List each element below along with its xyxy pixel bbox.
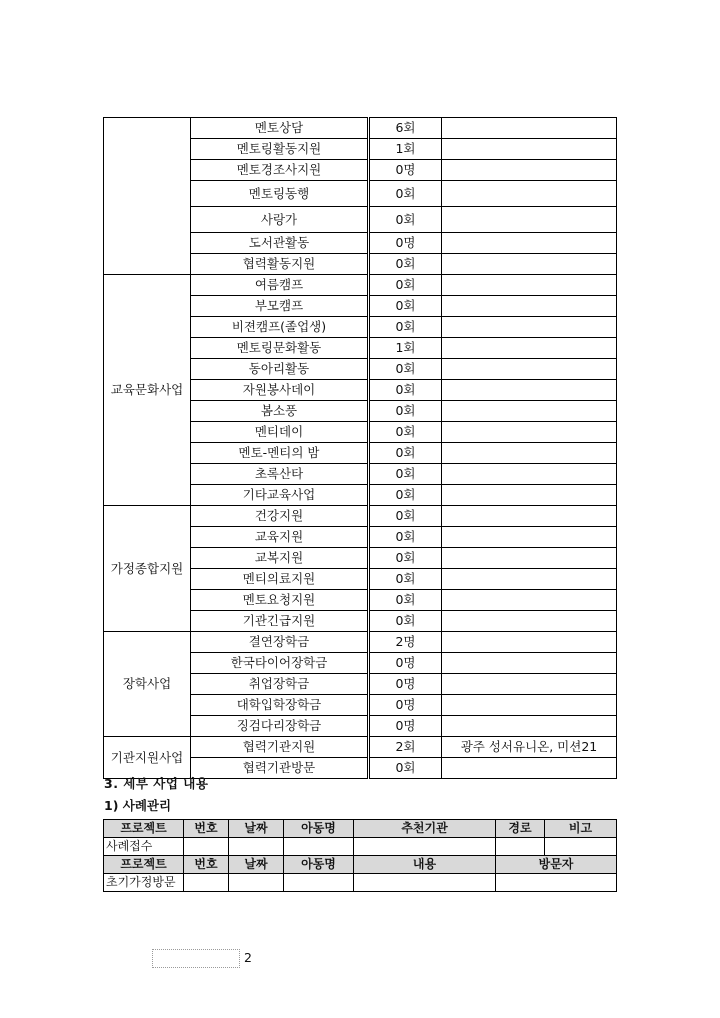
case-header-row-1 [104,820,617,838]
program-name-cell: 한국타이어장학금 [191,653,369,674]
program-count-cell: 0회 [369,611,442,632]
program-name-cell: 멘토경조사지원 [191,160,369,181]
cell [354,874,496,892]
header-project: 프로젝트 [104,820,184,838]
header-child-name-2: 아동명 [284,856,354,874]
program-count-cell: 0명 [369,653,442,674]
program-note-cell: 광주 성서유니온, 미션21 [442,737,617,758]
program-note-cell [442,139,617,160]
program-name-cell: 멘토상담 [191,118,369,139]
subsection-title: 1) 사례관리 [104,798,172,813]
program-note-cell [442,422,617,443]
program-count-cell: 0회 [369,569,442,590]
program-row [104,506,617,527]
program-note-cell [442,181,617,207]
cell [284,838,354,856]
program-count-cell: 0명 [369,233,442,254]
cell [184,838,229,856]
program-name-cell: 멘토링문화활동 [191,338,369,359]
program-count-cell: 0회 [369,181,442,207]
program-count-cell: 0회 [369,275,442,296]
program-count-cell: 0회 [369,296,442,317]
program-note-cell [442,590,617,611]
program-note-cell [442,233,617,254]
program-name-cell: 비젼캠프(졸업생) [191,317,369,338]
program-name-cell: 자원봉사데이 [191,380,369,401]
cell [184,874,229,892]
program-count-cell: 0회 [369,758,442,779]
program-name-cell: 징검다리장학금 [191,716,369,737]
program-name-cell: 취업장학금 [191,674,369,695]
program-name-cell: 협력기관방문 [191,758,369,779]
program-note-cell [442,160,617,181]
cell [545,838,617,856]
program-row [104,275,617,296]
program-count-cell: 0회 [369,443,442,464]
program-name-cell: 멘토요청지원 [191,590,369,611]
program-row [104,118,617,139]
program-count-cell: 0회 [369,359,442,380]
program-name-cell: 기관긴급지원 [191,611,369,632]
cell [354,838,496,856]
program-name-cell: 동아리활동 [191,359,369,380]
header-visitor: 방문자 [496,856,617,874]
cell [229,874,284,892]
program-note-cell [442,359,617,380]
section-title: 3. 세부 사업 내용 [104,776,209,791]
program-note-cell [442,380,617,401]
program-note-cell [442,401,617,422]
header-number: 번호 [184,820,229,838]
header-route: 경로 [496,820,545,838]
program-name-cell: 도서관활동 [191,233,369,254]
program-name-cell: 건강지원 [191,506,369,527]
header-referral-agency: 추천기관 [354,820,496,838]
program-count-cell: 0회 [369,590,442,611]
program-note-cell [442,653,617,674]
header-child-name: 아동명 [284,820,354,838]
program-note-cell [442,254,617,275]
program-note-cell [442,207,617,233]
program-name-cell: 멘티의료지원 [191,569,369,590]
program-name-cell: 멘토링활동지원 [191,139,369,160]
program-note-cell [442,527,617,548]
program-note-cell [442,464,617,485]
header-content: 내용 [354,856,496,874]
header-date: 날짜 [229,820,284,838]
program-count-cell: 0회 [369,548,442,569]
program-name-cell: 교복지원 [191,548,369,569]
program-count-cell: 0회 [369,422,442,443]
program-count-cell: 0회 [369,485,442,506]
program-count-cell: 0회 [369,254,442,275]
program-note-cell [442,506,617,527]
category-cell: 기관지원사업 [104,737,191,779]
program-note-cell [442,485,617,506]
program-note-cell [442,611,617,632]
program-count-cell: 0회 [369,207,442,233]
program-note-cell [442,569,617,590]
program-name-cell: 대학입학장학금 [191,695,369,716]
header-date-2: 날짜 [229,856,284,874]
cell [496,874,617,892]
category-cell: 가정종합지원 [104,506,191,632]
program-count-cell: 6회 [369,118,442,139]
category-cell: 장학사업 [104,632,191,737]
program-name-cell: 사랑가 [191,207,369,233]
program-name-cell: 초록산타 [191,464,369,485]
program-count-cell: 0회 [369,506,442,527]
row-label-home-visit: 초기가정방문 [104,874,184,892]
program-name-cell: 협력활동지원 [191,254,369,275]
program-name-cell: 교육지원 [191,527,369,548]
category-cell [104,118,191,275]
case-header-row-2 [104,856,617,874]
cell [496,838,545,856]
program-summary-table [103,117,617,779]
header-project-2: 프로젝트 [104,856,184,874]
program-count-cell: 1회 [369,139,442,160]
program-count-cell: 0회 [369,527,442,548]
program-name-cell: 결연장학금 [191,632,369,653]
header-number-2: 번호 [184,856,229,874]
program-note-cell [442,118,617,139]
program-count-cell: 2명 [369,632,442,653]
program-count-cell: 2회 [369,737,442,758]
program-count-cell: 0회 [369,401,442,422]
program-name-cell: 협력기관지원 [191,737,369,758]
program-count-cell: 0명 [369,716,442,737]
program-count-cell: 0명 [369,695,442,716]
program-note-cell [442,632,617,653]
program-count-cell: 0명 [369,674,442,695]
program-name-cell: 멘토링동행 [191,181,369,207]
program-note-cell [442,443,617,464]
row-label-intake: 사례접수 [104,838,184,856]
program-count-cell: 0회 [369,317,442,338]
program-note-cell [442,674,617,695]
program-count-cell: 0회 [369,464,442,485]
program-note-cell [442,317,617,338]
program-count-cell: 0명 [369,160,442,181]
program-note-cell [442,758,617,779]
program-note-cell [442,695,617,716]
program-name-cell: 기타교육사업 [191,485,369,506]
program-name-cell: 부모캠프 [191,296,369,317]
page-number: 2 [244,950,252,965]
program-count-cell: 0회 [369,380,442,401]
program-note-cell [442,338,617,359]
program-note-cell [442,716,617,737]
footer-field-box [152,949,240,968]
case-management-table [103,819,617,892]
program-name-cell: 멘토-멘티의 밤 [191,443,369,464]
header-remarks: 비고 [545,820,617,838]
program-note-cell [442,296,617,317]
program-note-cell [442,275,617,296]
program-name-cell: 여름캠프 [191,275,369,296]
case-home-visit-row [104,874,617,892]
program-count-cell: 1회 [369,338,442,359]
case-intake-row [104,838,617,856]
program-name-cell: 멘티데이 [191,422,369,443]
cell [229,838,284,856]
program-row [104,737,617,758]
program-note-cell [442,548,617,569]
program-name-cell: 봄소풍 [191,401,369,422]
category-cell: 교육문화사업 [104,275,191,506]
cell [284,874,354,892]
program-row [104,632,617,653]
program-summary-body [104,118,617,779]
